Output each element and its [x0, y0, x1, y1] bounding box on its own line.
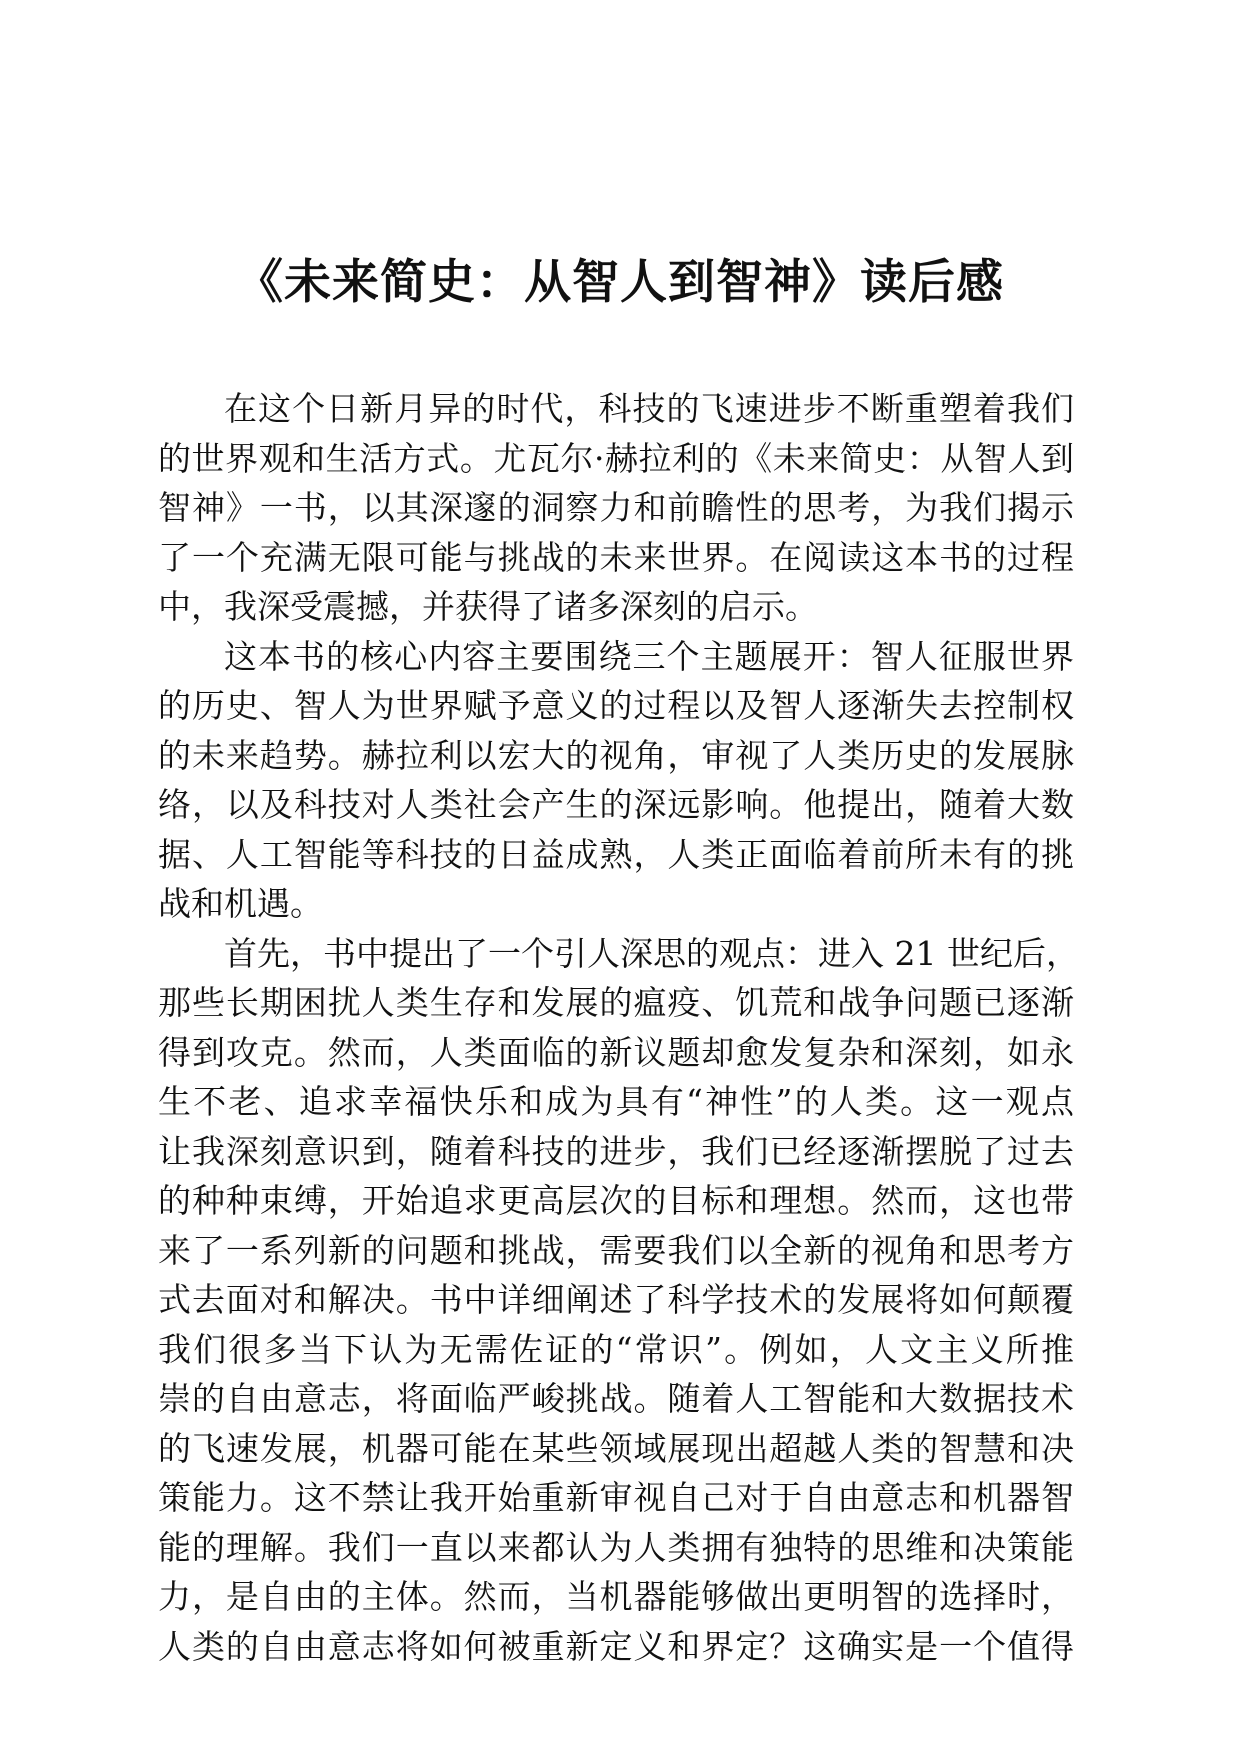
- text-line: 的未来趋势。赫拉利以宏大的视角，审视了人类历史的发展脉: [158, 735, 1074, 775]
- document-title: 《未来简史：从智人到智神》读后感: [236, 255, 1004, 310]
- text-line: 据、人工智能等科技的日益成熟，人类正面临着前所未有的挑: [158, 834, 1074, 874]
- text-line: 得到攻克。然而，人类面临的新议题却愈发复杂和深刻，如永: [158, 1032, 1074, 1072]
- text-line: 这本书的核心内容主要围绕三个主题展开：智人征服世界: [224, 636, 1074, 676]
- document-body: [158, 384, 1079, 1671]
- text-line: 人类的自由意志将如何被重新定义和界定？这确实是一个值得: [158, 1626, 1074, 1666]
- text-line: 崇的自由意志，将面临严峻挑战。随着人工智能和大数据技术: [158, 1379, 1074, 1418]
- text-line: 力，是自由的主体。然而，当机器能够做出更明智的选择时，: [158, 1577, 1074, 1616]
- text-line: 在这个日新月异的时代，科技的飞速进步不断重塑着我们: [224, 389, 1074, 428]
- text-line: 那些长期困扰人类生存和发展的瘟疫、饥荒和战争问题已逐渐: [158, 983, 1074, 1022]
- paragraph-3: [158, 929, 1079, 1672]
- text-line: 的历史、智人为世界赋予意义的过程以及智人逐渐失去控制权: [158, 686, 1074, 725]
- text-line: 让我深刻意识到，随着科技的进步，我们已经逐渐摆脱了过去: [158, 1131, 1074, 1171]
- text-line: 的飞速发展，机器可能在某些领域展现出超越人类的智慧和决: [158, 1428, 1074, 1468]
- text-line: 来了一系列新的问题和挑战，需要我们以全新的视角和思考方: [158, 1230, 1074, 1270]
- text-line: 了一个充满无限可能与挑战的未来世界。在阅读这本书的过程: [158, 537, 1074, 577]
- paragraph-2: [158, 632, 1074, 929]
- text-line: 能的理解。我们一直以来都认为人类拥有独特的思维和决策能: [158, 1527, 1074, 1567]
- text-line: 智神》一书，以其深邃的洞察力和前瞻性的思考，为我们揭示: [158, 488, 1074, 527]
- text-line: 首先，书中提出了一个引人深思的观点：进入 21 世纪后，: [224, 933, 1079, 973]
- text-line: 生不老、追求幸福快乐和成为具有“神性”的人类。这一观点: [158, 1082, 1074, 1121]
- paragraph-1: [158, 384, 1074, 632]
- text-line: 我们很多当下认为无需佐证的“常识”。例如，人文主义所推: [158, 1329, 1074, 1369]
- text-line: 战和机遇。: [158, 884, 323, 923]
- text-line: 式去面对和解决。书中详细阐述了科学技术的发展将如何颠覆: [158, 1280, 1074, 1319]
- text-line: 策能力。这不禁让我开始重新审视自己对于自由意志和机器智: [158, 1478, 1074, 1517]
- text-line: 的种种束缚，开始追求更高层次的目标和理想。然而，这也带: [158, 1181, 1074, 1220]
- text-line: 中，我深受震撼，并获得了诸多深刻的启示。: [158, 587, 818, 626]
- text-line: 的世界观和生活方式。尤瓦尔·赫拉利的《未来简史：从智人到: [158, 438, 1074, 478]
- text-line: 络，以及科技对人类社会产生的深远影响。他提出，随着大数: [158, 785, 1074, 824]
